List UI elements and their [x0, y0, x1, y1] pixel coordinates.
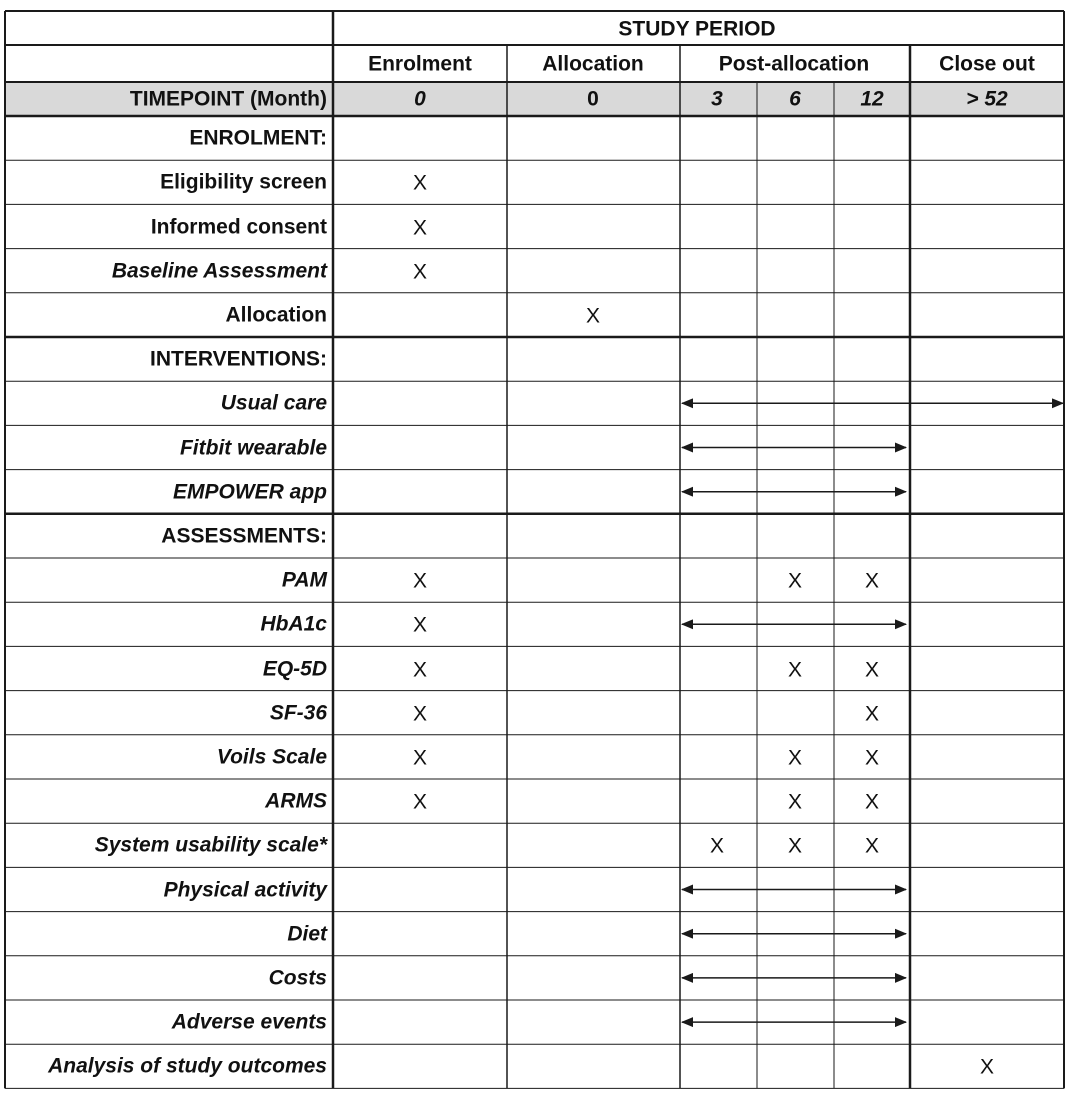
phase-allocation: Allocation — [542, 52, 644, 76]
row-label: SF-36 — [269, 701, 327, 725]
phase-close-out: Close out — [939, 52, 1035, 76]
row-label: Adverse events — [171, 1010, 327, 1034]
x-mark: X — [864, 658, 880, 681]
x-mark: X — [787, 569, 803, 593]
phase-enrolment: Enrolment — [368, 52, 472, 76]
x-mark: X — [412, 171, 428, 195]
x-mark: X — [864, 746, 880, 770]
row-label: Allocation — [225, 303, 327, 327]
timepoint-allocation: 0 — [587, 87, 599, 111]
x-mark: X — [412, 216, 428, 239]
timepoint-month-12: 12 — [860, 87, 884, 111]
row-label: Physical activity — [163, 878, 327, 901]
x-mark: X — [412, 746, 428, 770]
row-label: Analysis of study outcomes — [48, 1054, 327, 1078]
row-label: Diet — [287, 922, 327, 946]
x-mark: X — [585, 304, 601, 328]
x-mark: X — [864, 569, 880, 593]
row-label: ARMS — [265, 789, 327, 813]
section-heading-assessments: ASSESSMENTS: — [161, 524, 327, 548]
x-mark: X — [787, 746, 803, 770]
x-mark: X — [787, 658, 803, 681]
x-mark: X — [787, 790, 803, 814]
row-label: HbA1c — [260, 612, 327, 636]
row-label: EQ-5D — [262, 657, 327, 680]
x-mark: X — [412, 790, 428, 814]
phase-post-allocation: Post-allocation — [718, 52, 870, 76]
timepoint-enrolment: 0 — [414, 87, 426, 111]
x-mark: X — [412, 569, 428, 593]
row-label: PAM — [281, 568, 327, 592]
x-mark: X — [709, 834, 725, 858]
x-mark: X — [412, 702, 428, 726]
x-mark: X — [412, 613, 428, 637]
row-label: Costs — [268, 966, 327, 990]
timepoint-label: TIMEPOINT (Month) — [129, 87, 327, 111]
timepoint-month-6: 6 — [789, 87, 801, 111]
x-mark: X — [864, 790, 880, 814]
timepoint-close-out: > 52 — [966, 87, 1008, 111]
x-mark: X — [787, 834, 803, 858]
row-label: Voils Scale — [216, 745, 327, 769]
row-label: Baseline Assessment — [111, 259, 327, 283]
section-heading-enrolment: ENROLMENT: — [189, 126, 327, 150]
row-label: Informed consent — [150, 215, 327, 238]
x-mark: X — [412, 260, 428, 284]
row-label: Usual care — [220, 391, 327, 415]
x-mark: X — [864, 702, 880, 726]
x-mark: X — [979, 1055, 995, 1079]
row-label: Fitbit wearable — [179, 436, 327, 459]
section-heading-interventions: INTERVENTIONS: — [150, 347, 327, 371]
study-period-heading: STUDY PERIOD — [618, 17, 776, 41]
row-label: EMPOWER app — [172, 480, 327, 504]
x-mark: X — [412, 658, 428, 681]
timepoint-month-3: 3 — [711, 87, 723, 111]
row-label: Eligibility screen — [160, 170, 327, 194]
row-label: System usability scale* — [94, 833, 327, 857]
x-mark: X — [864, 834, 880, 858]
